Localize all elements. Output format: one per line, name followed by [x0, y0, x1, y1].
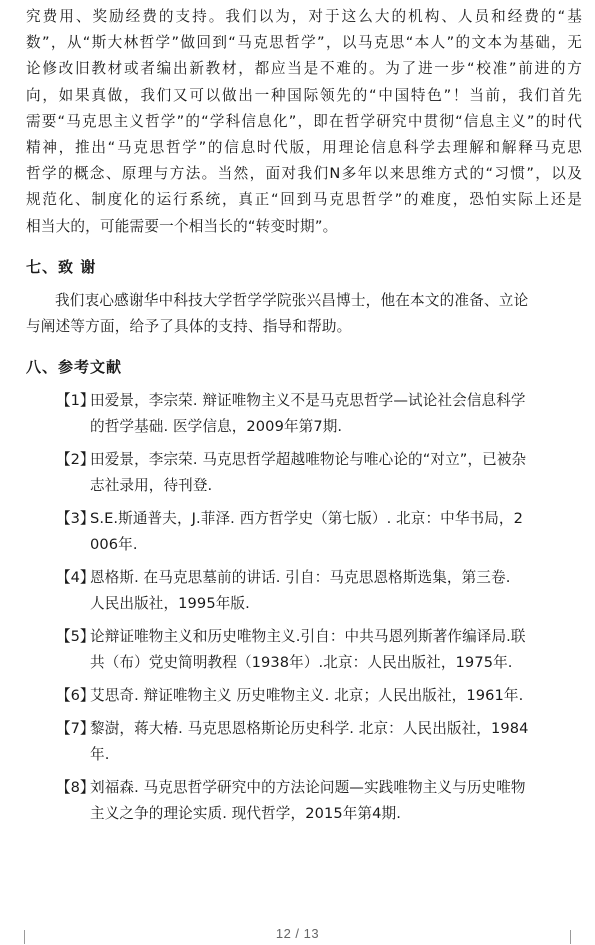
paragraph-line: 规范化、制度化的运行系统，真正“回到马克思哲学”的难度，恐怕实际上还是 — [26, 191, 582, 209]
page-corner-mark — [556, 930, 571, 944]
reference-number: 【7】 — [56, 719, 95, 737]
reference-number: 【8】 — [56, 778, 95, 796]
document-content — [26, 4, 582, 834]
reference-item — [26, 506, 582, 558]
paragraph-line: 相当大的，可能需要一个相当长的“转变时期”。 — [26, 217, 338, 235]
paragraph-line: 论修改旧教材或者编出新教材，都应当是不难的。为了进一步“校准”前进的方 — [26, 60, 582, 78]
reference-line: 田爱景，李宗荣. 辩证唯物主义不是马克思哲学—试论社会信息科学 — [90, 391, 526, 409]
page-indicator[interactable]: 12 / 13 — [275, 926, 320, 941]
paragraph-line: 精神，推出“马克思哲学”的信息时代版，用理论信息科学去理解和解释马克思 — [26, 138, 582, 156]
reference-number: 【1】 — [56, 391, 95, 409]
reference-line: 主义之争的理论实质. 现代哲学，2015年第4期. — [90, 804, 401, 822]
paragraph-line: 向，如果真做，我们又可以做出一种国际领先的“中国特色”！当前，我们首先 — [26, 86, 582, 104]
page-footer — [0, 922, 595, 945]
paragraph-line: 需要“马克思主义哲学”的“学科信息化”，即在哲学研究中贯彻“信息主义”的时代 — [26, 112, 582, 130]
reference-line: 年. — [90, 745, 110, 763]
paragraph-line: 数”，从“斯大林哲学”做回到“马克思哲学”，以马克思“本人”的文本为基础，无 — [26, 34, 582, 52]
reference-line: 刘福森. 马克思哲学研究中的方法论问题—实践唯物主义与历史唯物 — [90, 778, 526, 796]
reference-item — [26, 683, 582, 709]
references-heading: 八、参考文献 — [26, 357, 123, 376]
reference-line: 论辩证唯物主义和历史唯物主义.引自：中共马恩列斯著作编译局.联 — [90, 627, 526, 645]
reference-item — [26, 447, 582, 499]
reference-number: 【4】 — [56, 568, 95, 586]
reference-line: 共（布）党史简明教程（1938年）.北京：人民出版社，1975年. — [90, 653, 513, 671]
reference-line: 的哲学基础. 医学信息，2009年第7期. — [90, 417, 343, 435]
reference-number: 【5】 — [56, 627, 95, 645]
reference-line: 人民出版社，1995年版. — [90, 594, 250, 612]
reference-item — [26, 388, 582, 440]
reference-item — [26, 624, 582, 676]
reference-item — [26, 716, 582, 768]
reference-line: 艾思奇. 辩证唯物主义 历史唯物主义. 北京；人民出版社，1961年. — [90, 686, 524, 704]
reference-line: 黎澍，蒋大椿. 马克思恩格斯论历史科学. 北京：人民出版社，1984 — [90, 719, 529, 737]
reference-number: 【6】 — [56, 686, 95, 704]
acknowledgement-heading: 七、致 谢 — [26, 257, 97, 276]
reference-item — [26, 775, 582, 827]
paragraph-line: 哲学的概念、原理与方法。当然，面对我们N多年以来思维方式的“习惯”，以及 — [26, 165, 582, 183]
reference-line: 志社录用，待刊登. — [90, 476, 213, 494]
reference-line: S.E.斯通普夫，J.菲泽. 西方哲学史（第七版）. 北京：中华书局，2 — [90, 509, 523, 527]
acknowledgement-paragraph — [26, 288, 582, 340]
acknowledgement-line: 与阐述等方面，给予了具体的支持、指导和帮助。 — [26, 317, 352, 335]
reference-line: 田爱景，李宗荣. 马克思哲学超越唯物论与唯心论的“对立”，已被杂 — [90, 450, 527, 468]
acknowledgement-line: 我们衷心感谢华中科技大学哲学学院张兴昌博士，他在本文的准备、立论 — [55, 291, 529, 309]
reference-list — [26, 388, 582, 827]
reference-number: 【2】 — [56, 450, 95, 468]
paragraph-line: 究费用、奖励经费的支持。我们以为，对于这么大的机构、人员和经费的“基 — [26, 8, 582, 25]
body-paragraph — [26, 4, 582, 240]
reference-number: 【3】 — [56, 509, 95, 527]
reference-item — [26, 565, 582, 617]
reference-line: 006年. — [90, 535, 138, 553]
reference-line: 恩格斯. 在马克思墓前的讲话. 引自：马克思恩格斯选集，第三卷. — [90, 568, 511, 586]
